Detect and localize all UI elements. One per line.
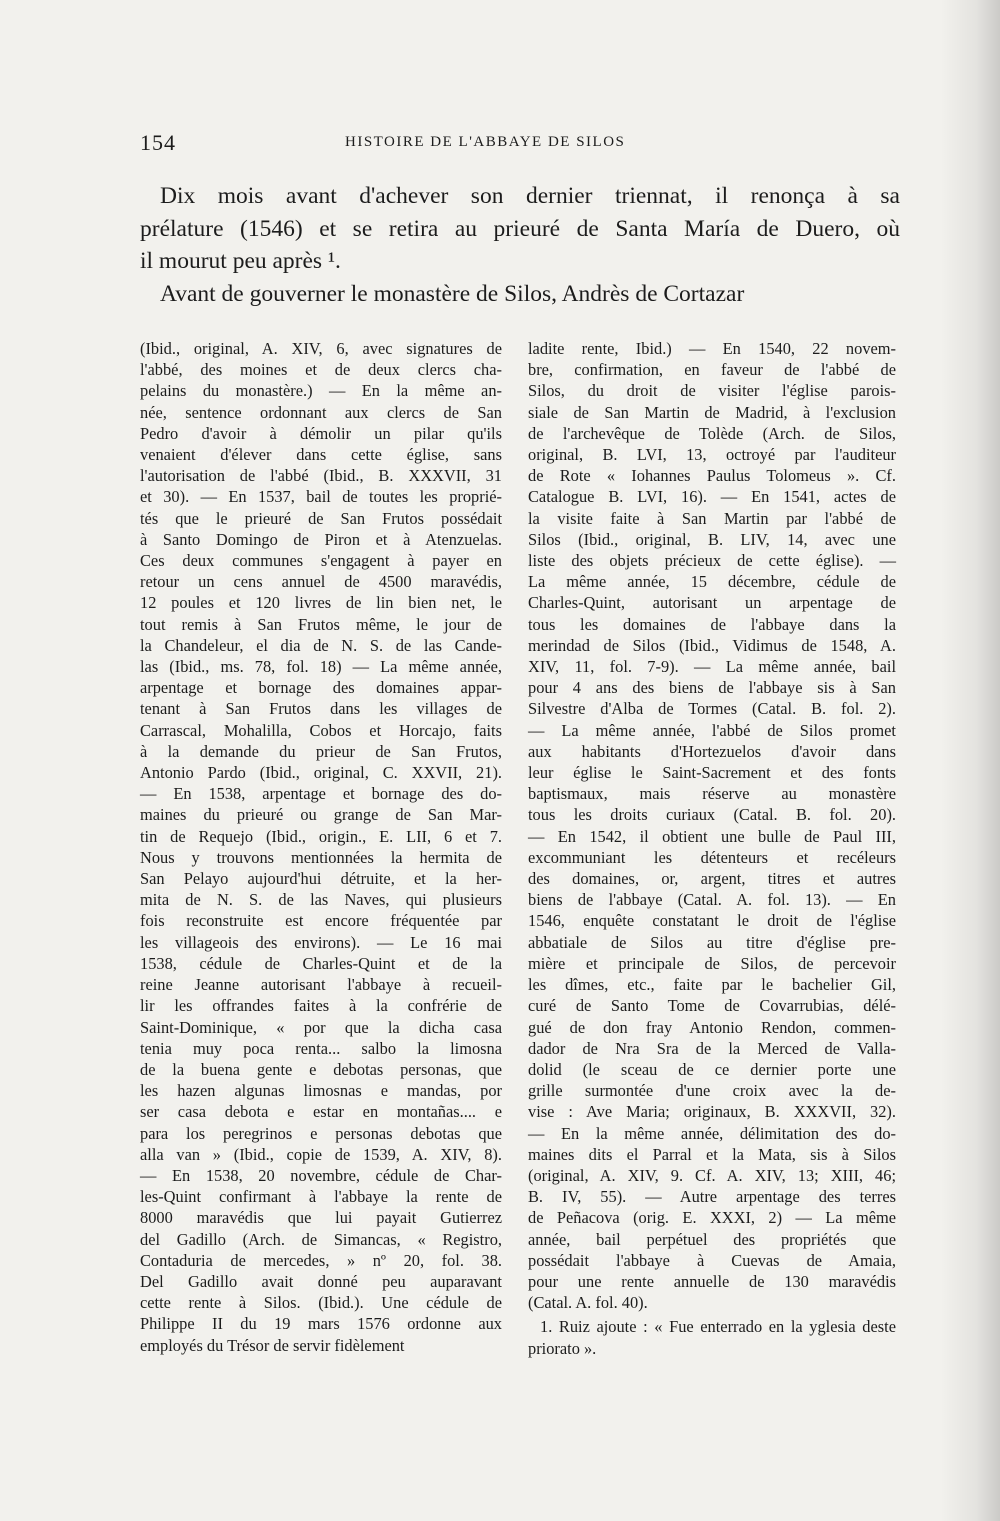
text-line: tous les domaines de l'abbaye dans la — [528, 614, 896, 634]
text-line: et 30). — En 1537, bail de toutes les proprié- — [140, 487, 502, 507]
text-line: l'abbé, des moines et de deux clercs cha- — [140, 360, 502, 380]
text-line: original, B. LVI, 13, octroyé par l'auditeur — [528, 445, 896, 465]
text-line: possédait l'abbaye à Cuevas de Amaia, — [528, 1250, 896, 1270]
footnote: 1. Ruiz ajoute : « Fue enterrado en la yglesia deste priorato ». — [528, 1317, 896, 1358]
text-line: alla van » (Ibid., copie de 1539, A. XIV, 8). — [140, 1144, 502, 1164]
text-line: San Pelayo aujourd'hui détruite, et la her- — [140, 869, 502, 889]
text-line: las (Ibid., ms. 78, fol. 18) — La même année, — [140, 657, 502, 677]
text-line: Silos, du droit de visiter l'église parois- — [528, 381, 896, 401]
text-line: employés du Trésor de servir fidèlement — [140, 1335, 405, 1355]
text-line: para los peregrinos e personas debotas que — [140, 1123, 502, 1143]
text-line: 12 poules et 120 livres de lin bien net, le — [140, 593, 502, 613]
text-line: Avant de gouverner le monastère de Silos, Andrès de Cortazar — [160, 281, 745, 308]
text-line: abbatiale de Silos au titre d'église pre- — [528, 932, 896, 952]
text-line: bre, confirmation, en faveur de l'abbé de — [528, 360, 896, 380]
text-line: Philippe II du 19 mars 1576 ordonne aux — [140, 1314, 502, 1334]
text-line: Nous y trouvons mentionnées la hermita de — [140, 847, 502, 867]
text-line: les villageois des environs). — Le 16 mai — [140, 932, 502, 952]
text-line: de Peñacova (orig. E. XXXI, 2) — La même — [528, 1208, 896, 1228]
text-line: ser casa debota e estar en montañas.... e — [140, 1102, 502, 1122]
text-line: Pedro d'avoir à démolir un pilar qu'ils — [140, 423, 502, 443]
text-line: Silvestre d'Alba de Tormes (Catal. B. fol. 2). — [528, 699, 896, 719]
text-line: mière et principale de Silos, de percevoir — [528, 953, 896, 973]
page-header — [140, 130, 900, 156]
text-line: ladite rente, Ibid.) — En 1540, 22 novem- — [528, 339, 896, 358]
text-line: — La même année, l'abbé de Silos promet — [528, 720, 896, 740]
text-line: à la demande du prieur de San Frutos, — [140, 741, 502, 761]
text-line: del Gadillo (Arch. de Simancas, « Registro, — [140, 1229, 502, 1249]
text-line: tin de Requejo (Ibid., origin., E. LII, 6 et 7. — [140, 826, 502, 846]
text-line: prélature (1546) et se retira au prieuré de Santa María de Duero, où — [140, 215, 900, 242]
text-line: — En la même année, délimitation des do- — [528, 1123, 896, 1143]
text-line: fois reconstruite est encore fréquentée par — [140, 911, 502, 931]
text-line: 1546, enquête constatant le droit de l'église — [528, 911, 896, 931]
text-line: Antonio Pardo (Ibid., original, C. XXVII, 21). — [140, 763, 502, 783]
text-line: retour un cens annuel de 4500 maravédis, — [140, 572, 502, 592]
text-line: curé de Santo Tome de Covarrubias, délé- — [528, 996, 896, 1016]
text-line: la Chandeleur, el dia de N. S. de las Cande- — [140, 635, 502, 655]
text-line: (original, A. XIV, 9. Cf. A. XIV, 13; XIII, 46; — [528, 1165, 896, 1185]
text-line: Silos (Ibid., original, B. LIV, 14, avec une — [528, 529, 896, 549]
text-line: de la buena gente e debotas personas, que — [140, 1059, 502, 1079]
text-line: aux habitants d'Hortezuelos d'avoir dans — [528, 741, 896, 761]
text-line: pour 4 ans des biens de l'abbaye sis à San — [528, 678, 896, 698]
right-column — [528, 338, 896, 1359]
text-line: les dîmes, etc., faite par le bachelier Gil, — [528, 975, 896, 995]
text-line: pour une rente annuelle de 130 maravédis — [528, 1271, 896, 1291]
text-line: arpentage et bornage des domaines appar- — [140, 678, 502, 698]
text-line: des domaines, or, argent, titres et autres — [528, 869, 896, 889]
text-line: Del Gadillo avait donné peu auparavant — [140, 1271, 502, 1291]
text-line: les hazen algunas limosnas e mandas, por — [140, 1081, 502, 1101]
text-line: née, sentence ordonnant aux clercs de San — [140, 402, 502, 422]
text-line: 8000 maravédis que lui payait Gutierrez — [140, 1208, 502, 1228]
text-line: biens de l'abbaye (Catal. A. fol. 13). — En — [528, 890, 896, 910]
text-line: Saint-Dominique, « por que la dicha casa — [140, 1017, 502, 1037]
text-line: — En 1538, arpentage et bornage des do- — [140, 784, 502, 804]
text-line: dolid (le sceau de ce dernier porte une — [528, 1059, 896, 1079]
text-line: l'autorisation de l'abbé (Ibid., B. XXXVII, 31 — [140, 466, 502, 486]
text-line: maines du prieuré ou grange de San Mar- — [140, 805, 502, 825]
text-line: — En 1538, 20 novembre, cédule de Char- — [140, 1165, 502, 1185]
text-line: année, bail perpétuel des propriétés que — [528, 1229, 896, 1249]
text-line: Ces deux communes s'engagent à payer en — [140, 551, 502, 571]
text-line: — En 1542, il obtient une bulle de Paul III, — [528, 826, 896, 846]
text-line: (Ibid., original, A. XIV, 6, avec signatures de — [140, 339, 502, 358]
text-line: à Santo Domingo de Piron et à Atenzuelas. — [140, 529, 502, 549]
text-line: tous les droits curiaux (Catal. B. fol. 20). — [528, 805, 896, 825]
text-line: Carrascal, Mohalilla, Cobos et Horcajo, faits — [140, 720, 502, 740]
text-line: Contaduria de mercedes, » nº 20, fol. 38. — [140, 1250, 502, 1270]
text-line: il mourut peu après ¹. — [140, 248, 341, 275]
text-line: La même année, 15 décembre, cédule de — [528, 572, 896, 592]
text-line: lir les offrandes faites à la confrérie de — [140, 996, 502, 1016]
text-line: (Catal. A. fol. 40). — [528, 1293, 648, 1313]
text-line: venaient d'élever dans cette église, sans — [140, 445, 502, 465]
text-line: dador de Nra Sra de la Merced de Valla- — [528, 1038, 896, 1058]
text-line: de l'archevêque de Tolède (Arch. de Silos, — [528, 423, 896, 443]
text-line: merindad de Silos (Ibid., Vidimus de 1548, A. — [528, 635, 896, 655]
page-gutter-shadow — [940, 0, 1000, 1521]
text-line: tout remis à San Frutos même, le jour de — [140, 614, 502, 634]
text-line: la visite faite à San Martin par l'abbé de — [528, 508, 896, 528]
text-line: gué de don fray Antonio Rendon, commen- — [528, 1017, 896, 1037]
text-line: reine Jeanne autorisant l'abbaye à recueil- — [140, 975, 502, 995]
text-line: mita de N. S. de las Naves, qui plusieurs — [140, 890, 502, 910]
text-line: leur église le Saint-Sacrement et des fonts — [528, 763, 896, 783]
text-line: maines dits el Parral et la Mata, sis à Silos — [528, 1144, 896, 1164]
intro-paragraph — [140, 180, 900, 311]
text-line: vise : Ave Maria; originaux, B. XXXVII, 32). — [528, 1102, 896, 1122]
text-line: 1538, cédule de Charles-Quint et de la — [140, 953, 502, 973]
text-line: XIV, 11, fol. 7-9). — La même année, bail — [528, 657, 896, 677]
text-line: B. IV, 55). — Autre arpentage des terres — [528, 1187, 896, 1207]
text-line: Catalogue B. LVI, 16). — En 1541, actes de — [528, 487, 896, 507]
text-line: baptismaux, mais réserve au monastère — [528, 784, 896, 804]
left-column — [140, 338, 502, 1356]
running-title: HISTOIRE DE L'ABBAYE DE SILOS — [345, 134, 626, 150]
text-line: grille surmontée d'une croix avec la de- — [528, 1081, 896, 1101]
text-line: pelains du monastère.) — En la même an- — [140, 381, 502, 401]
text-line: tenia muy poca renta... salbo la limosna — [140, 1038, 502, 1058]
text-line: tés que le prieuré de San Frutos possédait — [140, 508, 502, 528]
text-line: cette rente à Silos. (Ibid.). Une cédule de — [140, 1293, 502, 1313]
text-line: tenant à San Frutos dans les villages de — [140, 699, 502, 719]
text-line: siale de San Martin de Madrid, à l'exclusion — [528, 402, 896, 422]
text-line: les-Quint confirmant à l'abbaye la rente de — [140, 1187, 502, 1207]
text-line: liste des objets précieux de cette église). — — [528, 551, 896, 571]
text-line: Charles-Quint, autorisant un arpentage de — [528, 593, 896, 613]
text-line: Dix mois avant d'achever son dernier triennat, il renonça à sa — [160, 183, 900, 209]
text-line: excommuniant les détenteurs et recéleurs — [528, 847, 896, 867]
page-number: 154 — [140, 130, 176, 155]
text-line: de Rote « Iohannes Paulus Tolomeus ». Cf. — [528, 466, 896, 486]
